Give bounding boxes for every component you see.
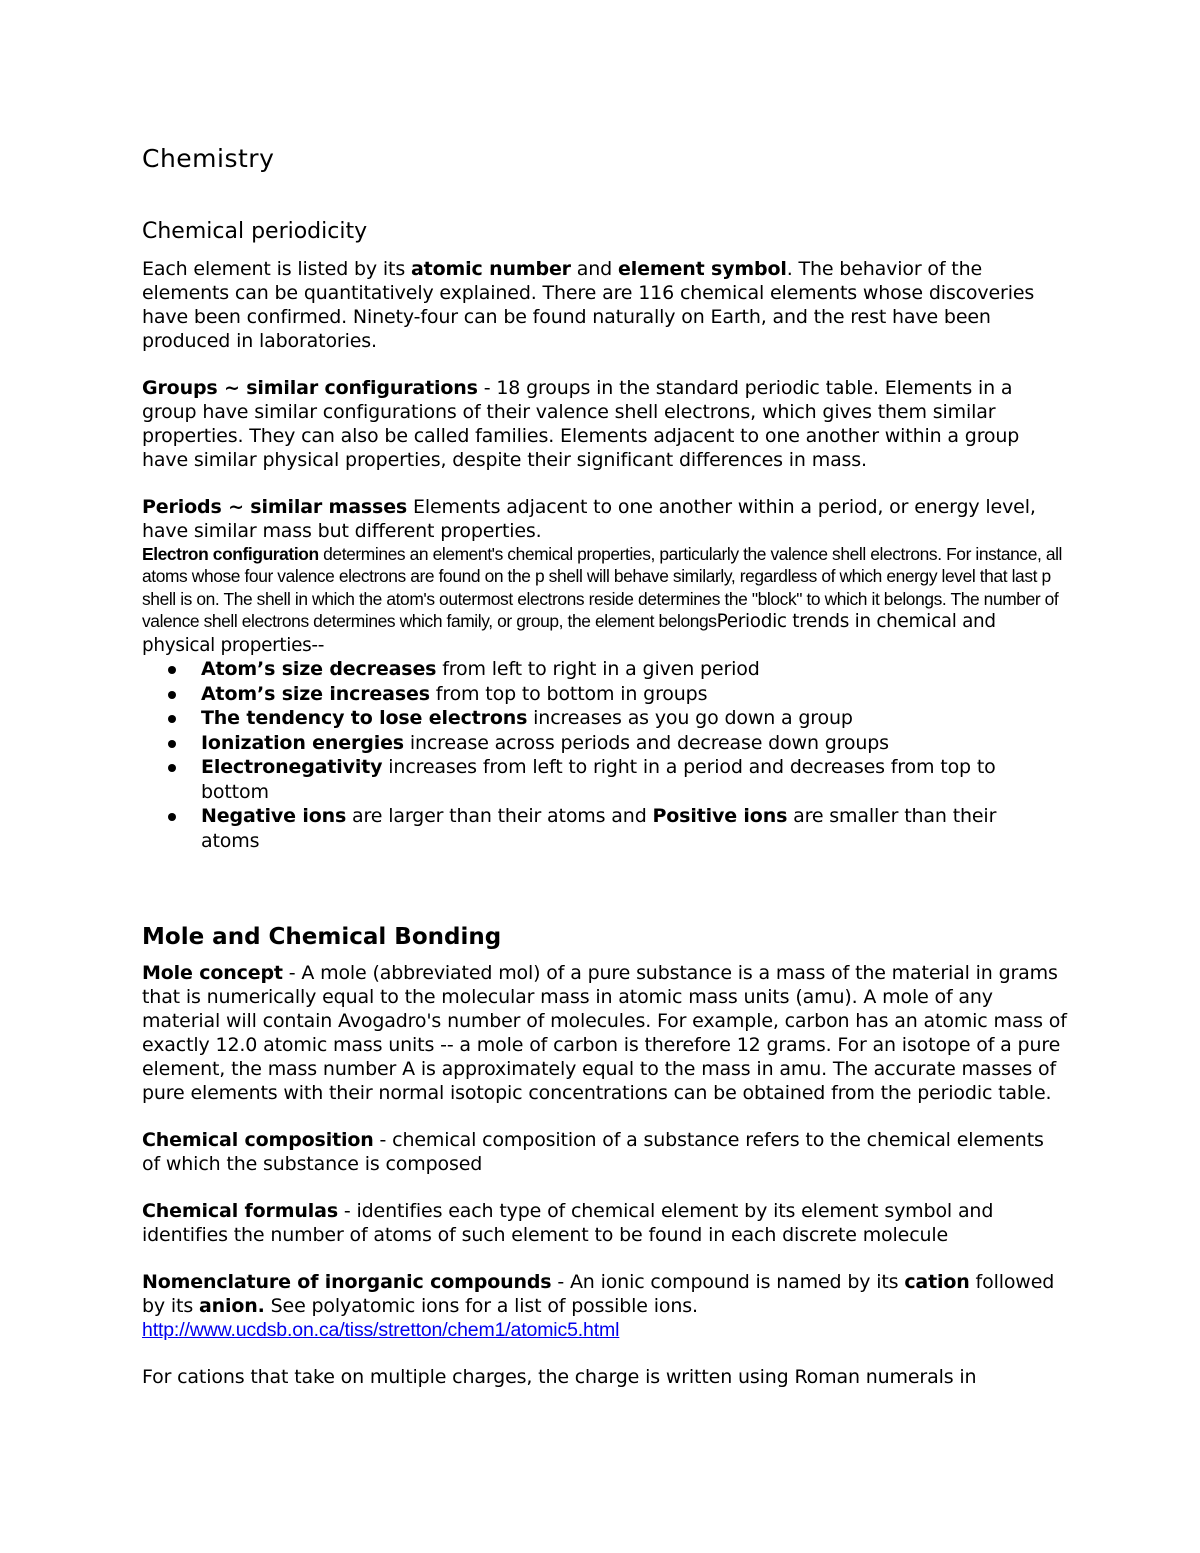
text: from top to bottom in groups bbox=[429, 682, 708, 705]
text: are larger than their atoms and bbox=[346, 805, 653, 828]
bullet-icon bbox=[168, 691, 176, 699]
bold-text: cation bbox=[904, 1271, 970, 1293]
spacer bbox=[142, 1176, 1067, 1199]
text: Each element is listed by its bbox=[142, 258, 411, 280]
bold-text: atomic number bbox=[411, 258, 571, 280]
section-mole-and-bonding bbox=[142, 922, 1067, 1389]
spacer bbox=[142, 353, 1067, 376]
paragraph-cations: For cations that take on multiple charges, the charge is written using Roman numerals in bbox=[142, 1366, 977, 1388]
text: increase across periods and decrease down groups bbox=[403, 731, 889, 754]
periodic-trends-list bbox=[142, 657, 1067, 853]
text: increases from left to right in a period and decreases from top to bottom bbox=[201, 756, 996, 803]
bullet-icon bbox=[168, 764, 176, 772]
spacer bbox=[142, 1342, 1067, 1365]
paragraph-intro bbox=[142, 257, 1067, 353]
bold-text: Groups ~ similar configurations bbox=[142, 377, 478, 399]
bold-text: anion. bbox=[198, 1295, 265, 1317]
paragraph-periods bbox=[142, 495, 1067, 543]
spacer bbox=[142, 472, 1067, 495]
text: are smaller than their atoms bbox=[201, 805, 997, 852]
text: increases as you go down a group bbox=[527, 707, 853, 730]
bold-text: Negative ions bbox=[201, 805, 347, 828]
paragraph-nomenclature bbox=[142, 1270, 1067, 1342]
bullet-icon bbox=[168, 666, 176, 674]
text: and bbox=[570, 258, 618, 280]
bold-text: Atom’s size decreases bbox=[201, 658, 437, 681]
spacer bbox=[142, 1105, 1067, 1128]
text: - An ionic compound is named by its bbox=[551, 1271, 905, 1293]
paragraph-chemical-formulas bbox=[142, 1199, 1067, 1247]
bold-text: Ionization energies bbox=[201, 731, 404, 754]
bold-text: Mole concept bbox=[142, 962, 283, 984]
text: Elements adjacent to one another within a period, or energy level, have similar mass but different properties. bbox=[142, 496, 1036, 542]
list-item bbox=[142, 682, 1041, 707]
text: from left to right in a given period bbox=[436, 658, 760, 681]
text: - A mole (abbreviated mol) of a pure substance is a mass of the material in grams that is numerically equal to the molecular mass in atomic mass units (amu). A mole of any material will contain Avogadro's number of molecules. For example, carbon has an atomic mass of exactly 12.0 atomic mass units -- a mole of carbon is therefore 12 grams. For an isotope of a pure element, the mass number A is approximately equal to the mass in amu. The accurate masses of pure elements with their normal isotopic concentrations can be obtained from the periodic table. bbox=[142, 962, 1067, 1104]
bullet-icon bbox=[168, 715, 176, 723]
bold-text: The tendency to lose electrons bbox=[201, 707, 528, 730]
bold-text: Chemical composition bbox=[142, 1129, 374, 1151]
list-item bbox=[142, 706, 1041, 731]
bullet-icon bbox=[168, 740, 176, 748]
bold-text: Periods ~ similar masses bbox=[142, 496, 408, 518]
spacer bbox=[142, 1247, 1067, 1270]
text: - 18 groups in the standard periodic table. Elements in a group have similar configurations of their valence shell electrons, which gives them similar properties. They can also be called families. Elements adjacent to one another within a group have similar physical properties, despite their significant differences in mass. bbox=[142, 377, 1020, 471]
paragraph-mole-concept bbox=[142, 961, 1067, 1105]
text: - chemical composition of a substance refers to the chemical elements of which the substance is composed bbox=[142, 1129, 1044, 1175]
bold-text: Positive ions bbox=[652, 805, 788, 828]
paragraph-electron-configuration bbox=[142, 543, 1067, 657]
bold-text: Atom’s size increases bbox=[201, 682, 430, 705]
bullet-icon bbox=[168, 813, 176, 821]
list-item bbox=[142, 755, 1041, 804]
text: followed by its bbox=[142, 1271, 1055, 1317]
polyatomic-ions-link[interactable]: http://www.ucdsb.on.ca/tiss/stretton/chem1/atomic5.html bbox=[142, 1319, 620, 1341]
section-chemical-periodicity bbox=[142, 218, 1067, 853]
bold-text: Chemical formulas bbox=[142, 1200, 338, 1222]
text: - identifies each type of chemical element by its element symbol and identifies the number of atoms of such element to be found in each discrete molecule bbox=[142, 1200, 994, 1246]
text: Periodic trends in chemical and physical properties-- bbox=[142, 611, 996, 656]
bold-text: Nomenclature of inorganic compounds bbox=[142, 1271, 552, 1293]
heading-mole-and-bonding: Mole and Chemical Bonding bbox=[142, 924, 502, 950]
document-title: Chemistry bbox=[142, 144, 275, 173]
text: . The behavior of the elements can be quantitatively explained. There are 116 chemical elements whose discoveries have been confirmed. Ninety-four can be found naturally on Earth, and the rest have been produced in laboratories. bbox=[142, 258, 1035, 352]
bold-text: Electron configuration bbox=[142, 544, 319, 564]
text: determines an element's chemical properties, particularly the valence shell electrons. For instance, all atoms whose four valence electrons are found on the p shell will behave similarly, regardless of which energy level that last p shell is on. The shell in which the atom's outermost electrons reside determines the "block" to which it belongs. The number of valence shell electrons determines which family, or group, the element belongs bbox=[142, 544, 1063, 632]
bold-text: Electronegativity bbox=[201, 756, 383, 779]
text: See polyatomic ions for a list of possible ions. bbox=[264, 1295, 698, 1317]
bold-text: element symbol bbox=[617, 258, 787, 280]
paragraph-groups bbox=[142, 376, 1067, 472]
paragraph-chemical-composition bbox=[142, 1128, 1067, 1176]
list-item bbox=[142, 804, 1041, 853]
list-item bbox=[142, 731, 1041, 756]
list-item bbox=[142, 657, 1041, 682]
heading-chemical-periodicity: Chemical periodicity bbox=[142, 219, 368, 244]
